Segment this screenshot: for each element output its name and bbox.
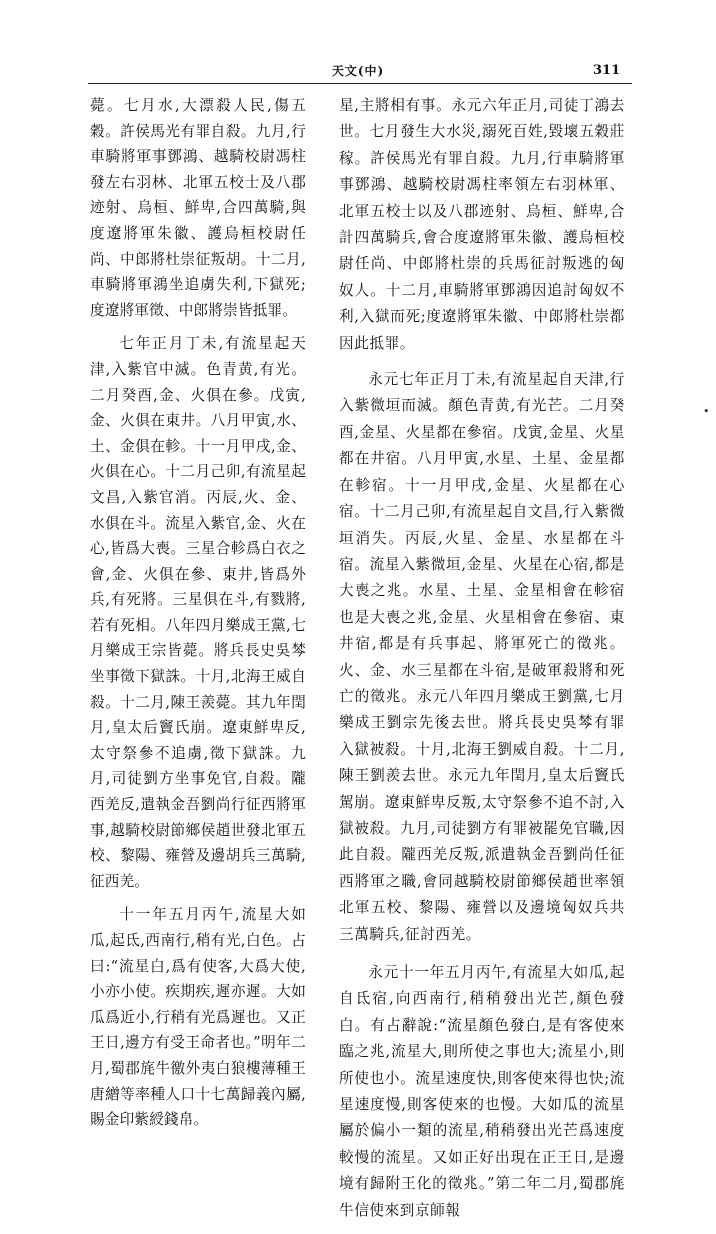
binding-dot: • (703, 405, 710, 418)
header-rule (88, 83, 632, 84)
translation-paragraph: 永元十一年五月丙午,有流星大如瓜,起自氐宿,向西南行,稍稍發出光芒,顏色發白。有占辭說:“流星顏色發白,是有客使來臨之兆,流星大,則所使之事也大;流星小,則所使也小。流星速度快,則客使來得也快;流星速度慢,則客使來的也慢。大如瓜的流星屬於偏小一類的流星,稍稍發出光芒爲速度較慢的流星。又如正好出現在正王日,是邊境有歸附王化的徵兆。”第二年二月,蜀郡旄牛信使來到京師報 (339, 964, 625, 1219)
translation-text-column (339, 93, 625, 1234)
translation-paragraph: 永元七年正月丁未,有流星起自天津,行入紫微垣而滅。顏色青黄,有光芒。二月癸酉,金星、火星都在參宿。戊寅,金星、火星都在井宿。八月甲寅,水星、土星、金星都在軫宿。十一月甲戌,金星、火星都在心宿。十二月己卯,有流星起自文昌,行入紫微垣消失。丙辰,火星、金星、水星都在斗宿。流星入紫微垣,金星、火星在心宿,都是大喪之兆。水星、土星、金星相會在軫宿也是大喪之兆,金星、火星相會在參宿、東井宿,都是有兵事起、將軍死亡的徵兆。火、金、水三星都在斗宿,是破軍殺將和死亡的徵兆。永元八年四月樂成王劉黨,七月樂成王劉宗先後去世。將兵長史吳棽有罪入獄被殺。十月,北海王劉威自殺。十二月,陳王劉羨去世。永元九年閏月,皇太后竇氏駕崩。遼東鮮卑反叛,太守祭參不追不討,入獄被殺。九月,司徒劉方有罪被罷免官職,因此自殺。隴西羌反叛,派遣執金吾劉尚任征西將軍之職,會同越騎校尉節鄉侯趙世率領北軍五校、黎陽、雍營以及邊境匈奴兵共三萬騎兵,征討西羌。 (339, 371, 625, 943)
classical-text-column (90, 93, 306, 1141)
classical-paragraph: 薨。七月水,大漂殺人民,傷五穀。許侯馬光有罪自殺。九月,行車騎將軍事鄧鴻、越騎校尉馮柱發左右羽林、北軍五校士及八郡迹射、烏桓、鮮卑,合四萬騎,與度遼將軍朱徽、護烏桓校尉任尚、中郎將杜崇征叛胡。十二月,車騎將軍鴻坐追虜失利,下獄死;度遼將軍徵、中郎將崇皆抵罪。 (90, 97, 306, 319)
translation-paragraph: 星,主將相有事。永元六年正月,司徒丁鴻去世。七月發生大水災,溺死百姓,毀壞五穀莊稼。許侯馬光有罪自殺。九月,行車騎將軍事鄧鴻、越騎校尉馮柱率領左右羽林軍、北軍五校士以及八郡迹射、烏桓、鮮卑,合計四萬騎兵,會合度遼將軍朱徽、護烏桓校尉任尚、中郎將杜崇的兵馬征討叛逃的匈奴人。十二月,車騎將軍鄧鴻因追討匈奴不利,入獄而死;度遼將軍朱徽、中郎將杜崇都因此抵罪。 (339, 97, 625, 352)
running-header-title: 天文(中) (331, 64, 385, 78)
classical-paragraph: 十一年五月丙午,流星大如瓜,起氐,西南行,稍有光,白色。占曰:“流星白,爲有使客,大爲大使,小亦小使。疾期疾,遲亦遲。大如瓜爲近小,行稍有光爲遲也。又正王日,邊方有受王命者也。”明年二月,蜀郡旄牛徼外夷白狼樓薄種王唐繒等率種人口十七萬歸義內屬,賜金印紫綬錢帛。 (90, 906, 306, 1129)
classical-paragraph: 七年正月丁未,有流星起天津,入紫官中滅。色青黄,有光。二月癸酉,金、火俱在參。戊寅,金、火俱在東井。八月甲寅,水、土、金俱在軫。十一月甲戌,金、火俱在心。十二月己卯,有流星起文昌,入紫官消。丙辰,火、金、水俱在斗。流星入紫官,金、火在心,皆爲大喪。三星合軫爲白衣之會,金、火俱在參、東井,皆爲外兵,有死將。三星俱在斗,有戮將,若有死相。八年四月樂成王黨,七月樂成王宗皆薨。將兵長史吳棽坐事徵下獄誅。十月,北海王威自殺。十二月,陳王羨薨。其九年閏月,皇太后竇氏崩。遼東鮮卑反,太守祭參不追虜,徵下獄誅。九月,司徒劉方坐事免官,自殺。隴西羌反,遣執金吾劉尚行征西將軍事,越騎校尉節鄉侯趙世發北軍五校、黎陽、雍營及邊胡兵三萬騎,征西羌。 (90, 335, 306, 890)
page-number: 311 (593, 63, 621, 78)
